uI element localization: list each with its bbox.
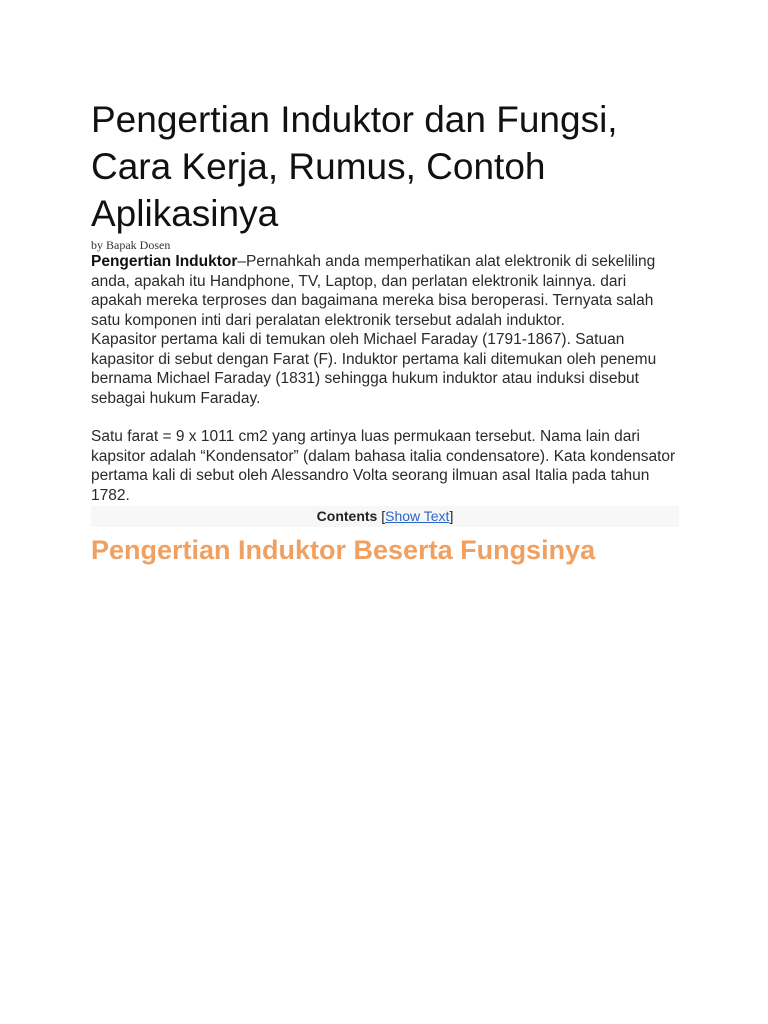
article: [91, 96, 679, 568]
toc-title: Contents: [316, 508, 378, 524]
table-of-contents: [91, 506, 679, 527]
intro-paragraph: [91, 252, 679, 330]
toc-bracket-open: [: [381, 508, 386, 524]
article-title: Pengertian Induktor dan Fungsi, Cara Kerja, Rumus, Contoh Aplikasinya: [91, 99, 618, 234]
intro-term: Pengertian Induktor: [91, 253, 238, 270]
history-paragraph: Kapasitor pertama kali di temukan oleh Michael Faraday (1791-1867). Satuan kapasitor di sebut dengan Farat (F). Induktor pertama kali ditemukan oleh penemu bernama Michael Faraday (1831) sehingga hukum induktor atau induksi disebut sebagai hukum Faraday.: [91, 331, 657, 407]
intro-text: –Pernahkah anda memperhatikan alat elektronik di sekeliling anda, apakah itu Handphone, TV, Laptop, dan perlatan elektronik lainnya. dari apakah mereka terproses dan bagaimana mereka bisa beroperasi. Ternyata salah satu komponen inti dari peralatan elektronik tersebut adalah induktor.: [91, 253, 656, 329]
toc-show-text-link[interactable]: Show Text: [385, 508, 450, 524]
unit-paragraph: Satu farat = 9 x 1011 cm2 yang artinya luas permukaan tersebut. Nama lain dari kapsitor adalah “Kondensator” (dalam bahasa italia condensatore). Kata kondensator pertama kali di sebut oleh Alessandro Volta seorang ilmuan asal Italia pada tahun 1782.: [91, 428, 676, 504]
toc-bracket-close: ]: [449, 508, 454, 524]
paragraph-spacer: [91, 408, 679, 427]
section-heading: Pengertian Induktor Beserta Fungsinya: [91, 535, 596, 565]
author-byline: by Bapak Dosen: [91, 238, 171, 252]
